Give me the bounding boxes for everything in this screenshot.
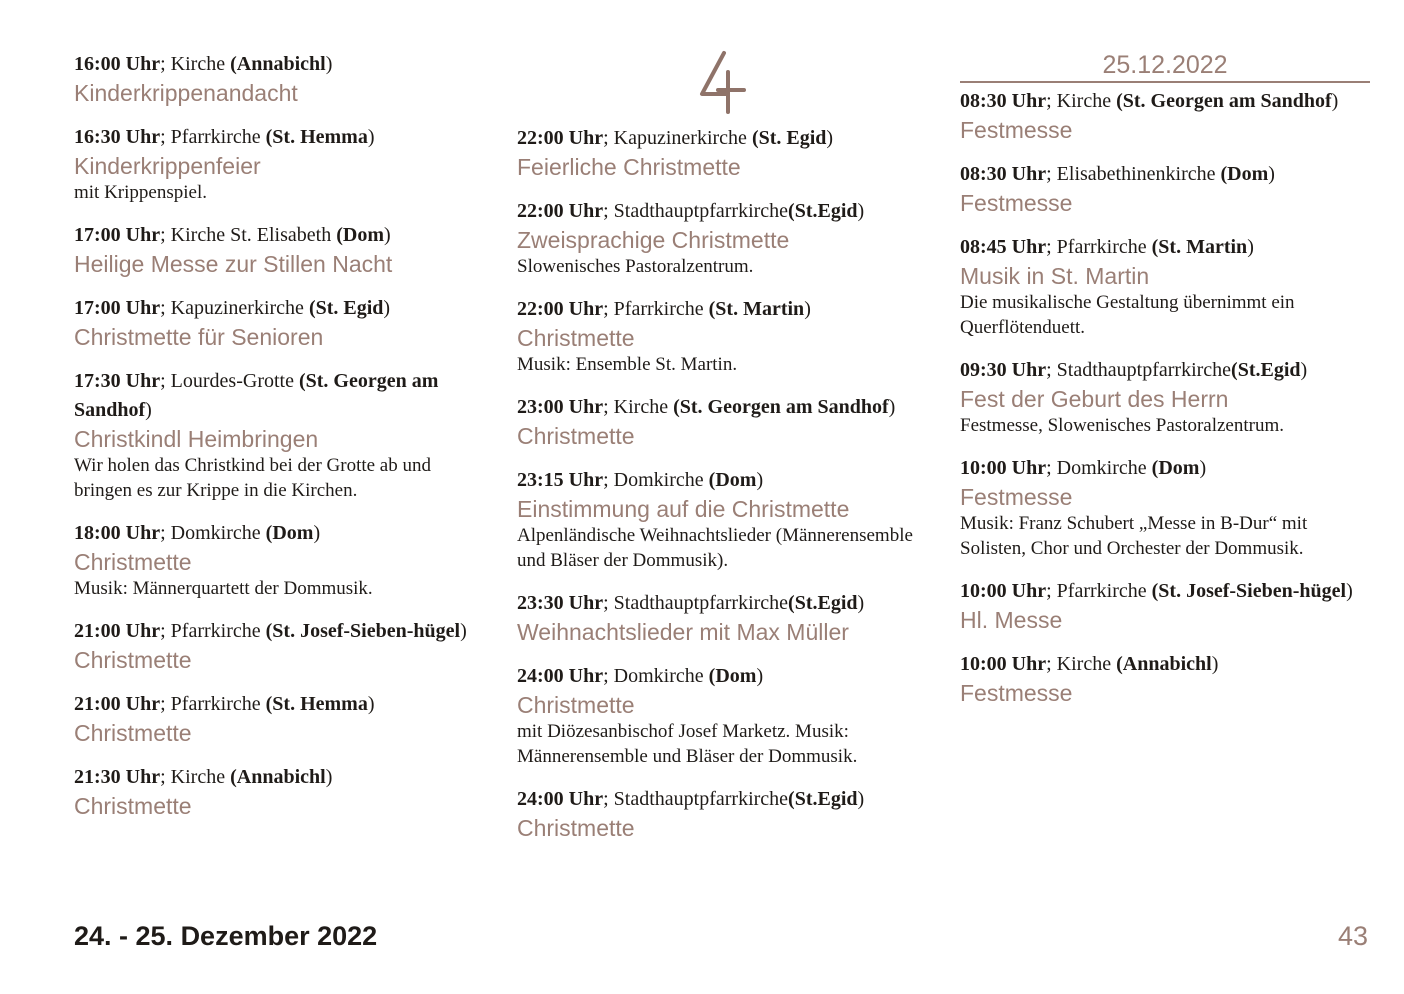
entry-paren-open: ( <box>265 126 273 148</box>
entry-parish: St.Egid <box>794 788 858 810</box>
entry-place: Lourdes-Grotte <box>170 370 299 392</box>
entry-place: Stadthauptpfarrkirche <box>613 788 789 810</box>
entry-description: mit Krippenspiel. <box>74 182 207 203</box>
entry-time: 22:00 Uhr <box>517 298 604 320</box>
entry-place: Domkirche <box>1056 457 1152 479</box>
entry-title: Christkindl Heimbringen <box>74 426 319 452</box>
entry-header <box>74 519 484 548</box>
entry-paren-close: ) <box>367 693 375 715</box>
entry-time: 10:00 Uhr <box>960 580 1047 602</box>
entry-separator: ; <box>603 127 614 149</box>
entry-separator: ; <box>160 53 171 75</box>
entry-parish: St. Martin <box>1158 236 1248 258</box>
entry-time: 10:00 Uhr <box>960 653 1047 675</box>
entry-time: 18:00 Uhr <box>74 522 161 544</box>
schedule-column-1 <box>74 50 484 836</box>
entry-place: Kirche <box>613 396 674 418</box>
entry-description: Slowenisches Pastoralzentrum. <box>517 256 754 277</box>
schedule-entry <box>960 233 1372 340</box>
entry-separator: ; <box>160 693 171 715</box>
entry-parish: St. Hemma <box>272 126 368 148</box>
entry-separator: ; <box>1046 580 1057 602</box>
entry-separator: ; <box>160 297 171 319</box>
page-number: 43 <box>1337 921 1368 951</box>
entry-paren-open: ( <box>308 297 316 319</box>
entry-paren-close: ) <box>804 298 811 320</box>
entry-parish: Annabichl <box>1122 653 1212 675</box>
schedule-entry <box>74 123 484 205</box>
entry-header <box>517 466 937 495</box>
entry-paren-open: ( <box>1151 236 1159 258</box>
entry-paren-close: ) <box>857 592 865 614</box>
entry-parish: Dom <box>715 469 757 491</box>
entry-paren-close: ) <box>857 200 865 222</box>
schedule-entry <box>517 124 937 181</box>
entry-paren-open: ( <box>1151 580 1159 602</box>
schedule-entry <box>517 197 937 279</box>
schedule-entry <box>517 295 937 377</box>
entry-time: 24:00 Uhr <box>517 788 604 810</box>
entry-paren-close: ) <box>1247 236 1254 258</box>
schedule-column-2 <box>517 50 937 858</box>
entry-time: 22:00 Uhr <box>517 200 604 222</box>
entry-title: Kinderkrippenandacht <box>74 80 298 106</box>
entry-paren-close: ) <box>857 788 865 810</box>
entry-time: 16:30 Uhr <box>74 126 161 148</box>
entry-header <box>517 197 937 226</box>
entry-header <box>960 577 1372 606</box>
entry-time: 21:30 Uhr <box>74 766 161 788</box>
entry-separator: ; <box>603 788 614 810</box>
entry-separator: ; <box>603 200 614 222</box>
entry-paren-close: ) <box>1211 653 1219 675</box>
schedule-entry <box>960 356 1372 438</box>
entry-parish: St. Hemma <box>272 693 368 715</box>
entry-paren-open: ( <box>1231 359 1238 381</box>
entry-header <box>517 295 937 324</box>
entry-separator: ; <box>1046 359 1057 381</box>
entry-separator: ; <box>603 396 614 418</box>
entry-time: 16:00 Uhr <box>74 53 161 75</box>
entry-description: Festmesse, Slowenisches Pastoralzentrum. <box>960 415 1285 436</box>
entry-title: Christmette <box>517 423 635 449</box>
entry-paren-close: ) <box>1199 457 1207 479</box>
entry-description: Wir holen das Christkind bei der Grotte ab und bringen es zur Krippe in die Kirchen. <box>74 455 431 501</box>
entry-header <box>960 650 1372 679</box>
entry-parish: Dom <box>1158 457 1200 479</box>
entry-header <box>74 50 484 79</box>
entry-place: Kapuzinerkirche <box>613 127 752 149</box>
entry-separator: ; <box>603 665 614 687</box>
entry-title: Christmette <box>517 692 635 718</box>
entry-time: 21:00 Uhr <box>74 620 161 642</box>
entry-place: Domkirche <box>613 665 709 687</box>
schedule-entry <box>960 577 1372 634</box>
schedule-entry <box>74 367 484 503</box>
schedule-entry <box>517 393 937 450</box>
entry-parish: Annabichl <box>236 766 326 788</box>
entry-paren-close: ) <box>325 53 333 75</box>
entry-separator: ; <box>1046 457 1057 479</box>
entry-header <box>74 123 484 152</box>
entry-description: Die musikalische Gestaltung übernimmt ein Querflötenduett. <box>960 292 1295 338</box>
entry-place: Kirche <box>1056 653 1117 675</box>
entry-paren-open: ( <box>1116 653 1123 675</box>
entry-paren-close: ) <box>756 469 764 491</box>
entry-title: Feierliche Christmette <box>517 154 741 180</box>
entry-header <box>517 785 937 814</box>
entry-title: Christmette <box>74 793 192 819</box>
schedule-entry <box>74 763 484 820</box>
entry-title: Christmette <box>74 647 192 673</box>
entry-paren-close: ) <box>325 766 333 788</box>
entry-separator: ; <box>1046 236 1057 258</box>
entry-description: Musik: Franz Schubert „Messe in B-Dur“ mit Solisten, Chor und Orchester der Dommusik. <box>960 513 1308 559</box>
entry-parish: Annabichl <box>236 53 326 75</box>
schedule-entry <box>74 690 484 747</box>
entry-place: Domkirche <box>613 469 709 491</box>
entry-parish: St. Martin <box>715 298 805 320</box>
entry-paren-open: ( <box>265 693 273 715</box>
entry-separator: ; <box>1046 163 1057 185</box>
entry-parish: St. Egid <box>315 297 384 319</box>
entry-paren-close: ) <box>826 127 834 149</box>
entry-parish: St. Egid <box>758 127 827 149</box>
entry-place: Elisabethinenkirche <box>1056 163 1221 185</box>
entry-title: Festmesse <box>960 117 1073 143</box>
schedule-entry <box>517 785 937 842</box>
entry-paren-open: ( <box>708 298 716 320</box>
schedule-entry <box>960 454 1372 561</box>
schedule-entry <box>517 662 937 769</box>
entry-header <box>960 160 1372 189</box>
entry-separator: ; <box>160 522 171 544</box>
schedule-entry <box>74 221 484 278</box>
entry-header <box>960 233 1372 262</box>
entry-header <box>517 124 937 153</box>
entry-title: Musik in St. Martin <box>960 263 1150 289</box>
footer-date-range: 24. - 25. Dezember 2022 <box>74 921 378 951</box>
entry-time: 08:45 Uhr <box>960 236 1047 258</box>
entry-place: Pfarrkirche <box>170 126 266 148</box>
entry-paren-close: ) <box>888 396 896 418</box>
entry-description: Alpenländische Weihnachtslieder (Männerensemble und Bläser der Dommusik). <box>517 525 913 571</box>
entry-parish: St. Georgen am Sandhof <box>74 370 439 421</box>
entry-parish: St. Josef-Sieben-hügel <box>1158 580 1347 602</box>
schedule-entry <box>517 466 937 573</box>
entry-separator: ; <box>160 126 171 148</box>
schedule-entry <box>74 519 484 601</box>
entry-paren-close: ) <box>460 620 467 642</box>
entry-place: Pfarrkirche <box>1056 580 1152 602</box>
entry-separator: ; <box>160 224 171 246</box>
entry-paren-close: ) <box>367 126 375 148</box>
entry-parish: St.Egid <box>1237 359 1301 381</box>
entry-title: Christmette <box>74 720 192 746</box>
entry-place: Stadthauptpfarrkirche <box>613 592 789 614</box>
entry-description: mit Diözesanbischof Josef Marketz. Musik: Männerensemble und Bläser der Dommusik. <box>517 721 858 767</box>
entry-parish: Dom <box>342 224 384 246</box>
entry-place: Pfarrkirche <box>170 620 266 642</box>
entry-place: Kirche St. Elisabeth <box>170 224 337 246</box>
entry-header <box>74 763 484 792</box>
entry-parish: Dom <box>715 665 757 687</box>
entry-paren-close: ) <box>383 297 391 319</box>
entry-parish: St. Georgen am Sandhof <box>1122 90 1332 112</box>
entry-title: Einstimmung auf die Christmette <box>517 496 850 522</box>
entry-paren-close: ) <box>756 665 764 687</box>
entry-time: 09:30 Uhr <box>960 359 1047 381</box>
entry-header <box>74 221 484 250</box>
entry-time: 08:30 Uhr <box>960 90 1047 112</box>
entry-place: Pfarrkirche <box>613 298 709 320</box>
entry-description: Musik: Männerquartett der Dommusik. <box>74 578 373 599</box>
entry-paren-open: ( <box>265 522 273 544</box>
date-heading: 25.12.2022 <box>960 50 1370 83</box>
entry-place: Domkirche <box>170 522 266 544</box>
entry-paren-open: ( <box>1151 457 1159 479</box>
entry-time: 08:30 Uhr <box>960 163 1047 185</box>
entry-place: Pfarrkirche <box>1056 236 1152 258</box>
entry-place: Kapuzinerkirche <box>170 297 309 319</box>
entry-time: 17:00 Uhr <box>74 224 161 246</box>
entry-parish: Dom <box>1227 163 1269 185</box>
entry-time: 10:00 Uhr <box>960 457 1047 479</box>
entry-parish: St. Georgen am Sandhof <box>679 396 889 418</box>
entry-paren-open: ( <box>1220 163 1228 185</box>
entry-title: Christmette <box>74 549 192 575</box>
entry-paren-open: ( <box>1116 90 1123 112</box>
entry-paren-open: ( <box>708 469 716 491</box>
schedule-entry <box>960 160 1372 217</box>
entry-paren-open: ( <box>788 592 795 614</box>
entry-place: Kirche <box>170 766 231 788</box>
entry-paren-open: ( <box>751 127 759 149</box>
entry-title: Weihnachtslieder mit Max Müller <box>517 619 849 645</box>
schedule-entry <box>74 50 484 107</box>
entry-time: 23:30 Uhr <box>517 592 604 614</box>
entry-separator: ; <box>603 298 614 320</box>
schedule-entry <box>517 589 937 646</box>
entry-paren-open: ( <box>788 788 795 810</box>
entry-title: Festmesse <box>960 680 1073 706</box>
entry-title: Christmette <box>517 325 635 351</box>
entry-header <box>960 87 1372 116</box>
entry-paren-close: ) <box>383 224 391 246</box>
entry-separator: ; <box>1046 653 1057 675</box>
entry-header <box>74 367 484 425</box>
entry-time: 17:00 Uhr <box>74 297 161 319</box>
entry-place: Stadthauptpfarrkirche <box>613 200 789 222</box>
entry-title: Christmette <box>517 815 635 841</box>
schedule-entry <box>960 650 1372 707</box>
entry-time: 23:00 Uhr <box>517 396 604 418</box>
entry-paren-close: ) <box>1268 163 1275 185</box>
entry-paren-open: ( <box>788 200 795 222</box>
entry-paren-close: ) <box>1331 90 1339 112</box>
entry-header <box>517 589 937 618</box>
cross-four-logo-icon <box>698 50 748 116</box>
entry-time: 24:00 Uhr <box>517 665 604 687</box>
entry-paren-open: ( <box>298 370 306 392</box>
entry-title: Fest der Geburt des Herrn <box>960 386 1229 412</box>
entry-place: Pfarrkirche <box>170 693 266 715</box>
entry-time: 22:00 Uhr <box>517 127 604 149</box>
entry-separator: ; <box>160 766 171 788</box>
entry-parish: St.Egid <box>794 200 858 222</box>
entry-title: Festmesse <box>960 484 1073 510</box>
entry-paren-open: ( <box>708 665 716 687</box>
entry-parish: Dom <box>272 522 314 544</box>
entry-title: Zweisprachige Christmette <box>517 227 790 253</box>
entry-title: Hl. Messe <box>960 607 1063 633</box>
entry-paren-close: ) <box>145 399 152 421</box>
entry-paren-open: ( <box>265 620 273 642</box>
entry-paren-open: ( <box>230 53 237 75</box>
entry-paren-open: ( <box>336 224 343 246</box>
entry-paren-open: ( <box>673 396 680 418</box>
entry-separator: ; <box>160 370 171 392</box>
entry-header <box>517 393 937 422</box>
entry-paren-close: ) <box>1346 580 1353 602</box>
entry-place: Stadthauptpfarrkirche <box>1056 359 1232 381</box>
entry-parish: St.Egid <box>794 592 858 614</box>
entry-header <box>960 356 1372 385</box>
schedule-column-3 <box>960 50 1372 723</box>
entry-separator: ; <box>160 620 171 642</box>
entry-parish: St. Josef-Sieben-hügel <box>272 620 461 642</box>
entry-separator: ; <box>603 592 614 614</box>
entry-time: 21:00 Uhr <box>74 693 161 715</box>
entry-separator: ; <box>1046 90 1057 112</box>
entry-paren-open: ( <box>230 766 237 788</box>
entry-time: 17:30 Uhr <box>74 370 161 392</box>
entry-header <box>517 662 937 691</box>
entry-title: Kinderkrippenfeier <box>74 153 261 179</box>
entry-place: Kirche <box>1056 90 1117 112</box>
entry-header <box>74 617 484 646</box>
entry-title: Festmesse <box>960 190 1073 216</box>
entry-time: 23:15 Uhr <box>517 469 604 491</box>
schedule-entry <box>74 294 484 351</box>
entry-paren-close: ) <box>313 522 321 544</box>
entry-header <box>74 294 484 323</box>
schedule-entry <box>74 617 484 674</box>
entry-paren-close: ) <box>1300 359 1308 381</box>
entry-description: Musik: Ensemble St. Martin. <box>517 354 738 375</box>
schedule-entry <box>960 87 1372 144</box>
entry-header <box>960 454 1372 483</box>
entry-separator: ; <box>603 469 614 491</box>
entry-title: Christmette für Senioren <box>74 324 324 350</box>
entry-title: Heilige Messe zur Stillen Nacht <box>74 251 393 277</box>
entry-place: Kirche <box>170 53 231 75</box>
entry-header <box>74 690 484 719</box>
